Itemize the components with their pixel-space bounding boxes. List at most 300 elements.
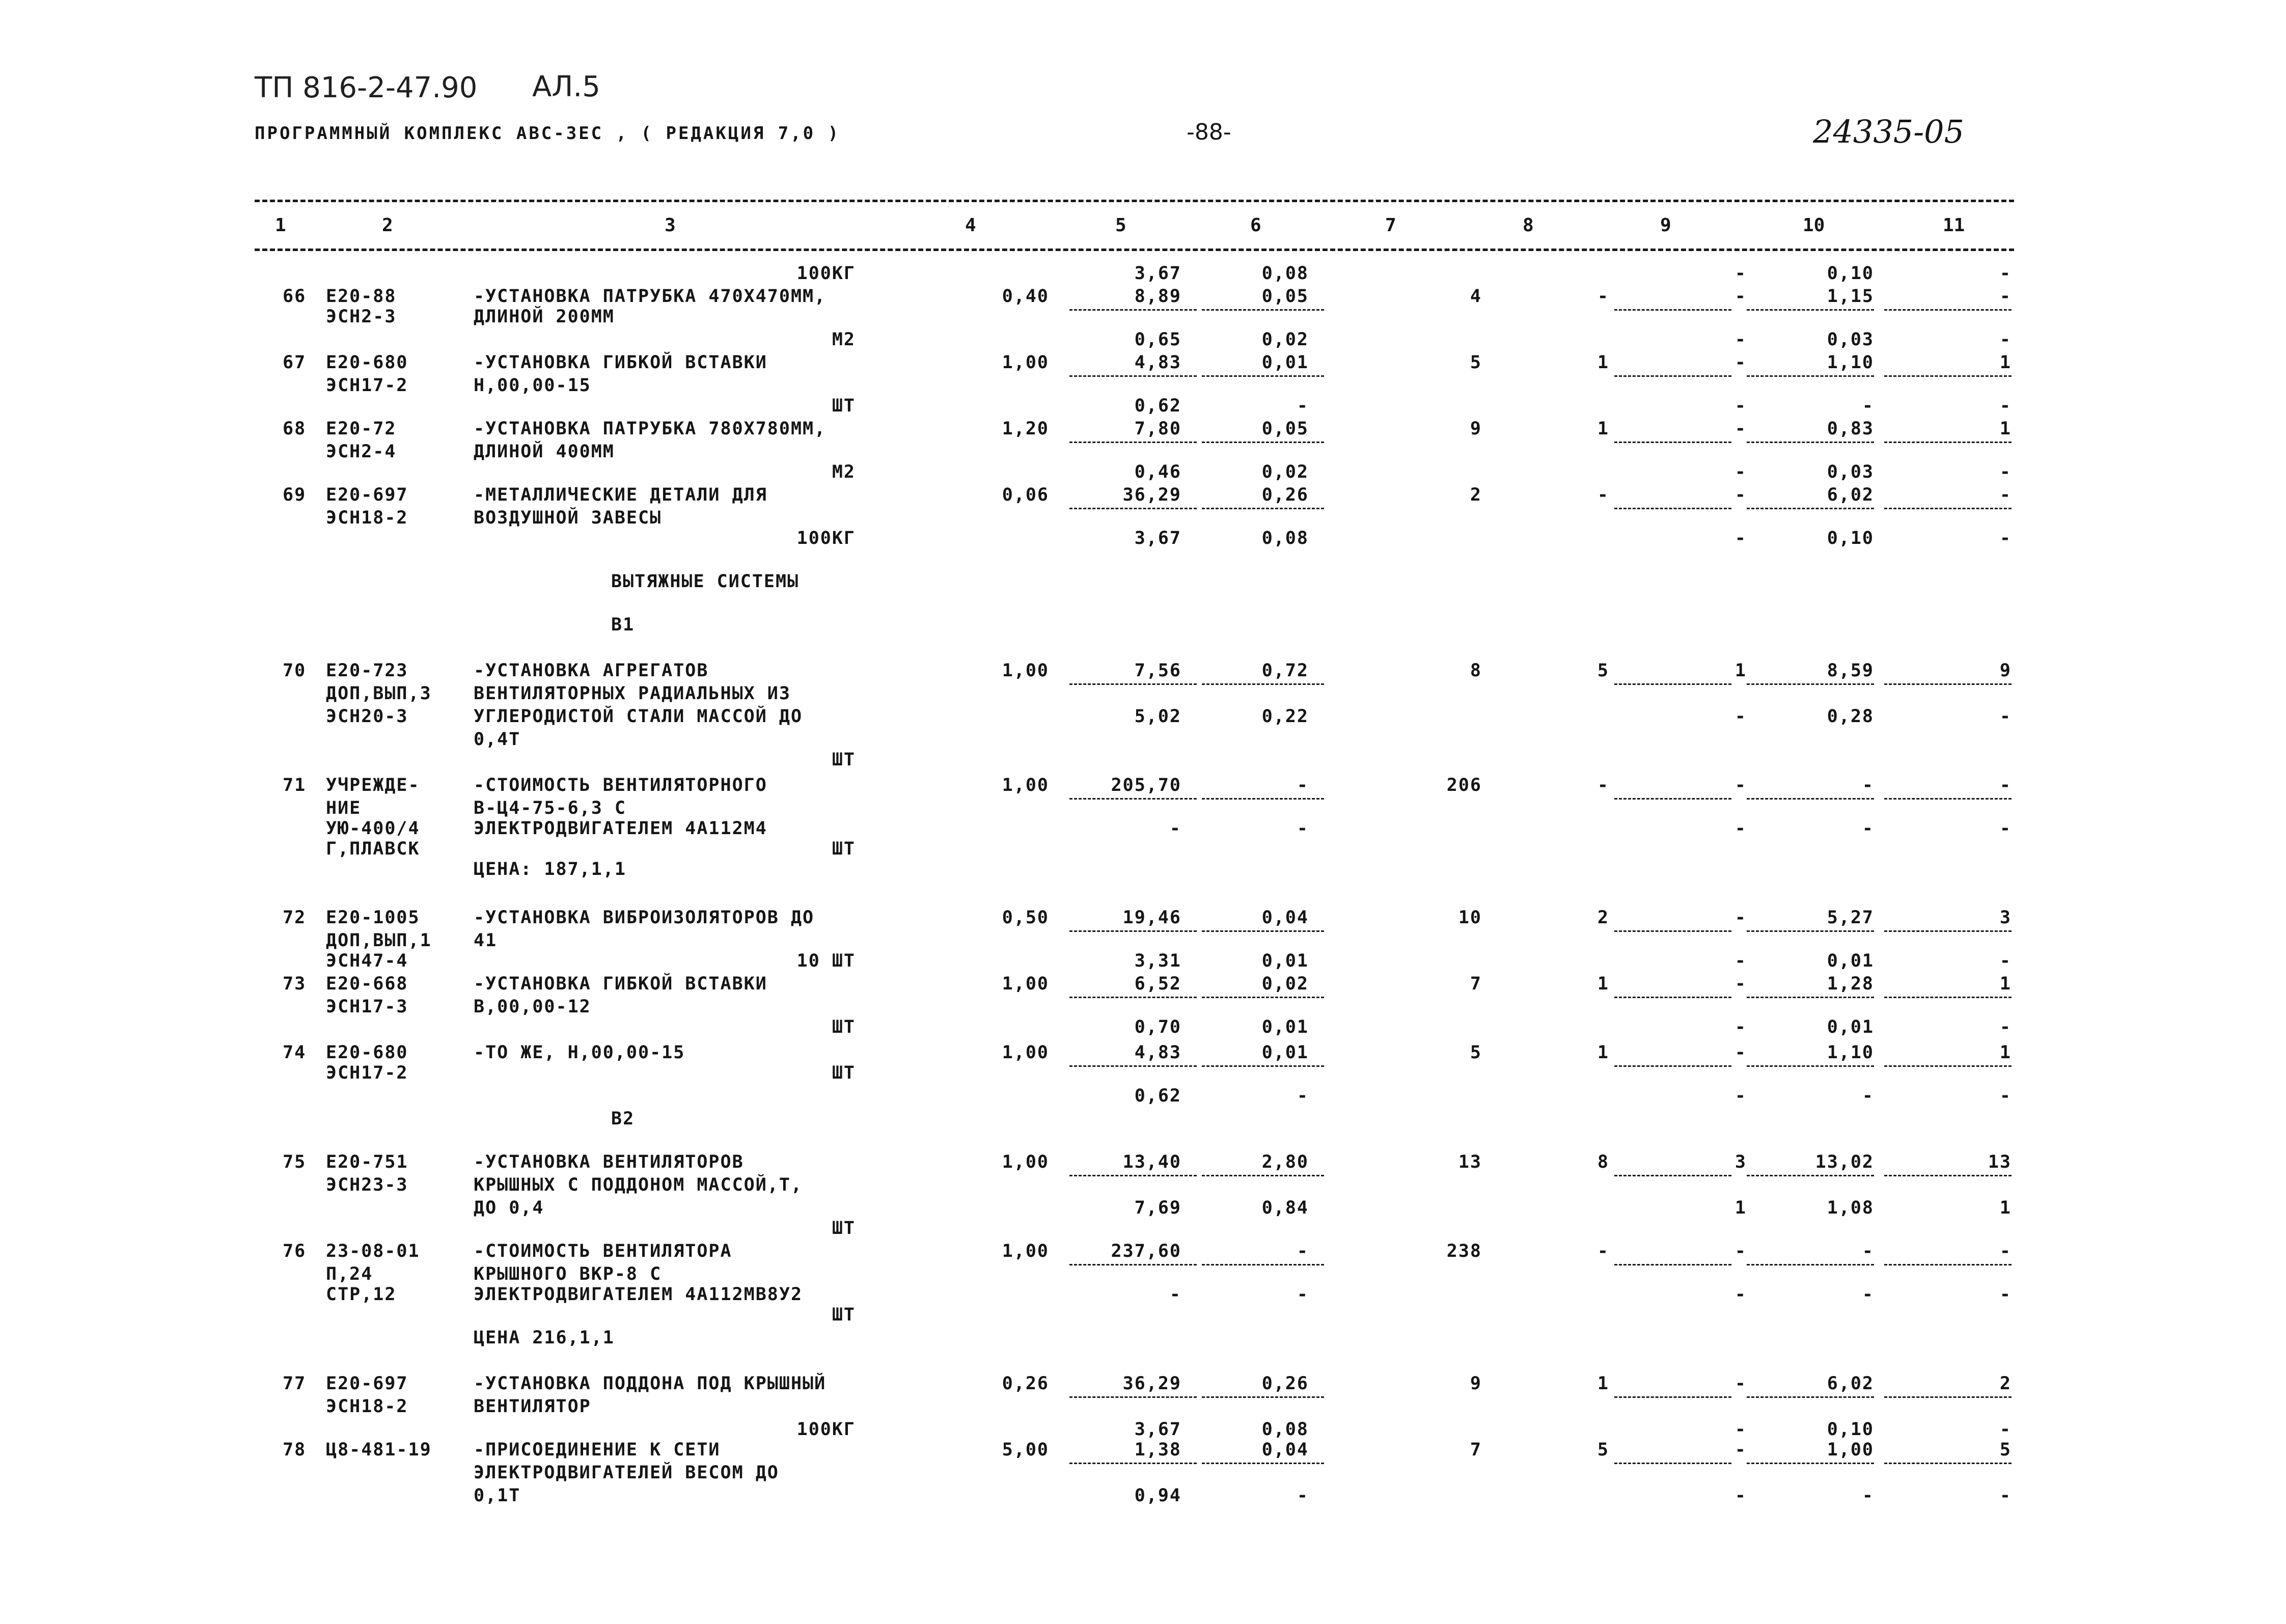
cell-code: ЭСН2-4	[326, 442, 397, 462]
subtotal-separator	[1747, 997, 1874, 998]
cell-code: ЭСН20-3	[326, 706, 408, 727]
cell-c10: 0,10	[1827, 1419, 1874, 1440]
subtotal-separator	[1202, 442, 1324, 443]
subtotal-separator	[1069, 375, 1197, 377]
cell-c9: -	[1734, 907, 1747, 928]
cell-c10: 0,10	[1827, 528, 1874, 548]
cell-c6: 0,04	[1261, 907, 1309, 928]
cell-c5: 0,62	[1134, 396, 1181, 416]
subtotal-separator	[1884, 1396, 2012, 1398]
cell-c9: -	[1734, 419, 1747, 439]
cell-unit: М2	[832, 462, 856, 482]
cell-c5: 3,67	[1134, 528, 1181, 548]
cell-desc: -УСТАНОВКА ГИБКОЙ ВСТАВКИ	[474, 974, 767, 994]
cell-c9: -	[1734, 462, 1747, 482]
cell-c10: 0,01	[1827, 951, 1874, 971]
cell-c5: 7,80	[1134, 419, 1181, 439]
cell-code: 23-08-01	[326, 1241, 420, 1261]
subtotal-separator	[1747, 1463, 1874, 1464]
cell-c7: 9	[1470, 419, 1482, 439]
column-header-8: 8	[1523, 215, 1534, 236]
cell-c8: 2	[1597, 907, 1609, 928]
cell-c5: 3,67	[1134, 263, 1181, 284]
cell-c6: -	[1297, 396, 1309, 416]
subtotal-separator	[1069, 1065, 1197, 1067]
subtotal-separator	[1884, 798, 2012, 800]
cell-c5: 237,60	[1111, 1241, 1181, 1261]
cell-qty: 0,50	[1002, 907, 1049, 928]
cell-c9: -	[1734, 974, 1747, 994]
cell-c11: 2	[1999, 1373, 2012, 1394]
cell-c6: -	[1297, 1485, 1309, 1506]
cell-c10: 1,10	[1827, 1042, 1874, 1063]
cell-c9: -	[1734, 1485, 1747, 1506]
cell-desc: ВОЗДУШНОЙ ЗАВЕСЫ	[474, 508, 662, 528]
cell-c8: -	[1597, 775, 1609, 795]
column-header-7: 7	[1385, 215, 1396, 236]
subtotal-separator	[1884, 309, 2012, 311]
cell-c10: 8,59	[1827, 660, 1874, 681]
cell-c8: 5	[1597, 660, 1609, 681]
cell-c10: -	[1862, 775, 1874, 795]
subtotal-separator	[1884, 375, 2012, 377]
document-number: 24335-05	[1813, 113, 1965, 150]
cell-c9: -	[1734, 1440, 1747, 1460]
cell-c11: -	[1999, 1017, 2012, 1037]
column-header-9: 9	[1660, 215, 1671, 236]
cell-code: НИЕ	[326, 798, 362, 818]
cell-desc: ЦЕНА: 187,1,1	[474, 859, 626, 879]
subtotal-separator	[1747, 930, 1874, 932]
cell-c9: -	[1734, 1086, 1747, 1106]
cell-c11: -	[1999, 263, 2012, 284]
cell-c6: 0,72	[1261, 660, 1309, 681]
cell-num: 73	[283, 974, 307, 994]
cell-desc: ЦЕНА 216,1,1	[474, 1328, 615, 1348]
cell-code: ЭСН17-3	[326, 997, 408, 1017]
cell-c5: 1,38	[1134, 1440, 1181, 1460]
subtotal-separator	[1069, 309, 1197, 311]
cell-num: 68	[283, 419, 307, 439]
cell-c10: 1,00	[1827, 1440, 1874, 1460]
subtotal-separator	[1069, 1175, 1197, 1176]
subtotal-separator	[1747, 375, 1874, 377]
cell-c10: 13,02	[1815, 1152, 1874, 1172]
cell-c6: -	[1297, 818, 1309, 839]
cell-code: ЭСН2-3	[326, 307, 397, 327]
cell-desc: 41	[474, 930, 498, 951]
cell-c9: -	[1734, 1419, 1747, 1440]
cell-c8: 5	[1597, 1440, 1609, 1460]
cell-c6: -	[1297, 1284, 1309, 1305]
cell-c11: -	[1999, 1485, 2012, 1506]
header-bottom-rule	[255, 249, 2014, 251]
cell-num: 76	[283, 1241, 307, 1261]
cell-c11: -	[1999, 528, 2012, 548]
cell-c7: 7	[1470, 974, 1482, 994]
cell-code: Е20-668	[326, 974, 408, 994]
cell-c10: 0,83	[1827, 419, 1874, 439]
cell-c11: -	[1999, 818, 2012, 839]
cell-unit: 100КГ	[796, 1419, 856, 1440]
subtotal-separator	[1884, 1264, 2012, 1265]
cell-c5: 7,56	[1134, 660, 1181, 681]
section-title: ВЫТЯЖНЫЕ СИСТЕМЫ	[611, 571, 800, 592]
cell-c8: 1	[1597, 352, 1609, 373]
cell-c7: 10	[1458, 907, 1482, 928]
cell-code: УЧРЕЖДЕ-	[326, 775, 420, 795]
cell-qty: 1,00	[1002, 352, 1049, 373]
cell-code: Г,ПЛАВСК	[326, 839, 420, 859]
cell-qty: 0,40	[1002, 286, 1049, 307]
cell-c6: 0,04	[1261, 1440, 1309, 1460]
cell-code: ЭСН23-3	[326, 1175, 408, 1195]
cell-c6: 0,01	[1261, 1042, 1309, 1063]
cell-c5: 205,70	[1111, 775, 1181, 795]
cell-c8: -	[1597, 485, 1609, 505]
cell-c11: -	[1999, 706, 2012, 727]
cell-c11: 1	[1999, 352, 2012, 373]
cell-c6: 0,01	[1261, 1017, 1309, 1037]
cell-desc: -УСТАНОВКА ПОДДОНА ПОД КРЫШНЫЙ	[474, 1373, 827, 1394]
cell-c7: 8	[1470, 660, 1482, 681]
table-top-rule	[255, 200, 2014, 202]
cell-desc: 0,1Т	[474, 1485, 521, 1506]
cell-num: 75	[283, 1152, 307, 1172]
cell-c8: 8	[1597, 1152, 1609, 1172]
cell-desc: ДО 0,4	[474, 1198, 544, 1218]
cell-unit: ШТ	[832, 396, 856, 416]
subtotal-separator	[1747, 309, 1874, 311]
cell-code: Ц8-481-19	[326, 1440, 432, 1460]
cell-c10: 0,28	[1827, 706, 1874, 727]
cell-code: Е20-88	[326, 286, 397, 307]
column-header-5: 5	[1115, 215, 1126, 236]
subtotal-separator	[1069, 508, 1197, 509]
cell-c8: 1	[1597, 1373, 1609, 1394]
subtotal-separator	[1884, 1175, 2012, 1176]
cell-c5: 4,83	[1134, 1042, 1181, 1063]
subtotal-separator	[1884, 442, 2012, 443]
subtotal-separator	[1884, 930, 2012, 932]
cell-code: П,24	[326, 1264, 373, 1284]
cell-c5: 36,29	[1122, 1373, 1181, 1394]
cell-unit: ШТ	[832, 1017, 856, 1037]
subtotal-separator	[1614, 442, 1731, 443]
cell-c6: 0,84	[1261, 1198, 1309, 1218]
subtotal-separator	[1884, 1463, 2012, 1464]
subtotal-separator	[1202, 1396, 1324, 1398]
cell-c10: 1,10	[1827, 352, 1874, 373]
subtotal-separator	[1614, 1396, 1731, 1398]
cell-unit: 100КГ	[796, 263, 856, 284]
subtotal-separator	[1202, 1264, 1324, 1265]
cell-c8: 1	[1597, 974, 1609, 994]
cell-code: Е20-697	[326, 1373, 408, 1394]
subtotal-separator	[1747, 1065, 1874, 1067]
cell-code: ЭСН17-2	[326, 1063, 408, 1083]
subtotal-separator	[1202, 930, 1324, 932]
subtotal-separator	[1884, 508, 2012, 509]
cell-c11: -	[1999, 1086, 2012, 1106]
cell-c9: -	[1734, 485, 1747, 505]
cell-desc: УГЛЕРОДИСТОЙ СТАЛИ МАССОЙ ДО	[474, 706, 803, 727]
cell-c6: 0,08	[1261, 1419, 1309, 1440]
cell-c10: -	[1862, 1485, 1874, 1506]
subtotal-separator	[1069, 997, 1197, 998]
cell-c5: 0,94	[1134, 1485, 1181, 1506]
cell-desc: -УСТАНОВКА ГИБКОЙ ВСТАВКИ	[474, 352, 767, 373]
cell-c7: 5	[1470, 1042, 1482, 1063]
cell-code: Е20-723	[326, 660, 408, 681]
album-label: АЛ.5	[532, 70, 600, 103]
subtotal-separator	[1747, 508, 1874, 509]
cell-desc: -УСТАНОВКА ВЕНТИЛЯТОРОВ	[474, 1152, 744, 1172]
cell-desc: -УСТАНОВКА ПАТРУБКА 470Х470ММ,	[474, 286, 827, 307]
cell-c5: 4,83	[1134, 352, 1181, 373]
cell-c6: 0,01	[1261, 951, 1309, 971]
cell-desc: 0,4Т	[474, 729, 521, 750]
cell-c10: 0,01	[1827, 1017, 1874, 1037]
subtotal-separator	[1069, 1396, 1197, 1398]
cell-qty: 0,06	[1002, 485, 1049, 505]
cell-c10: -	[1862, 1284, 1874, 1305]
cell-c6: 0,05	[1261, 286, 1309, 307]
cell-c7: 13	[1458, 1152, 1482, 1172]
cell-c10: -	[1862, 818, 1874, 839]
cell-code: Е20-680	[326, 1042, 408, 1063]
subtotal-separator	[1202, 1175, 1324, 1176]
subtotal-separator	[1884, 1065, 2012, 1067]
cell-c10: 1,15	[1827, 286, 1874, 307]
cell-code: ЭСН47-4	[326, 951, 408, 971]
cell-c7: 9	[1470, 1373, 1482, 1394]
cell-c9: 1	[1734, 660, 1747, 681]
subtotal-separator	[1069, 442, 1197, 443]
cell-c7: 206	[1446, 775, 1482, 795]
column-header-4: 4	[965, 215, 976, 236]
cell-c8: 1	[1597, 1042, 1609, 1063]
cell-c11: 9	[1999, 660, 2012, 681]
cell-num: 70	[283, 660, 307, 681]
subtotal-separator	[1202, 798, 1324, 800]
cell-unit: ШТ	[832, 1063, 856, 1083]
cell-c7: 4	[1470, 286, 1482, 307]
cell-code: СТР,12	[326, 1284, 397, 1305]
cell-code: Е20-72	[326, 419, 397, 439]
cell-unit: 100КГ	[796, 528, 856, 548]
cell-c9: -	[1734, 818, 1747, 839]
cell-desc: ВЕНТИЛЯТОР	[474, 1396, 591, 1417]
cell-c8: 1	[1597, 419, 1609, 439]
cell-c10: -	[1862, 1086, 1874, 1106]
cell-desc: Н,00,00-15	[474, 375, 591, 396]
cell-c11: 1	[1999, 419, 2012, 439]
cell-desc: -ПРИСОЕДИНЕНИЕ К СЕТИ	[474, 1440, 721, 1460]
subtotal-separator	[1069, 930, 1197, 932]
cell-c5: 8,89	[1134, 286, 1181, 307]
section-label-v2: В2	[611, 1109, 635, 1129]
cell-c5: 0,62	[1134, 1086, 1181, 1106]
cell-c6: 0,26	[1261, 1373, 1309, 1394]
column-header-1: 1	[275, 215, 286, 236]
cell-c10: 1,08	[1827, 1198, 1874, 1218]
cell-code: Е20-1005	[326, 907, 420, 928]
cell-c5: 36,29	[1122, 485, 1181, 505]
subtotal-separator	[1614, 1463, 1731, 1464]
cell-c9: -	[1734, 775, 1747, 795]
subtotal-separator	[1747, 1264, 1874, 1265]
cell-desc: ВЕНТИЛЯТОРНЫХ РАДИАЛЬНЫХ ИЗ	[474, 683, 791, 704]
cell-unit: ШТ	[832, 1218, 856, 1238]
subtotal-separator	[1884, 683, 2012, 685]
cell-c9: -	[1734, 528, 1747, 548]
cell-c11: -	[1999, 1241, 2012, 1261]
cell-c6: 0,26	[1261, 485, 1309, 505]
subtotal-separator	[1747, 798, 1874, 800]
subtotal-separator	[1069, 1264, 1197, 1265]
cell-c8: -	[1597, 286, 1609, 307]
cell-c10: 6,02	[1827, 485, 1874, 505]
cell-c11: -	[1999, 951, 2012, 971]
cell-c6: 0,01	[1261, 352, 1309, 373]
cell-c9: -	[1734, 286, 1747, 307]
cell-desc: КРЫШНЫХ С ПОДДОНОМ МАССОЙ,Т,	[474, 1175, 803, 1195]
cell-c11: 1	[1999, 1042, 2012, 1063]
cell-code: ЭСН18-2	[326, 1396, 408, 1417]
cell-c10: 0,03	[1827, 462, 1874, 482]
cell-desc: -СТОИМОСТЬ ВЕНТИЛЯТОРНОГО	[474, 775, 767, 795]
cell-code: ДОП,ВЫП,3	[326, 683, 432, 704]
cell-unit: ШТ	[832, 1305, 856, 1325]
cell-unit: 10 ШТ	[796, 951, 856, 971]
cell-c6: 0,22	[1261, 706, 1309, 727]
cell-c9: 3	[1734, 1152, 1747, 1172]
cell-num: 78	[283, 1440, 307, 1460]
cell-c6: 2,80	[1261, 1152, 1309, 1172]
cell-desc: В,00,00-12	[474, 997, 591, 1017]
subtotal-separator	[1614, 508, 1731, 509]
cell-c5: 0,70	[1134, 1017, 1181, 1037]
subtotal-separator	[1614, 1264, 1731, 1265]
doc-code: ТП 816-2-47.90	[255, 71, 478, 104]
page-number: -88-	[1187, 119, 1231, 145]
cell-qty: 1,00	[1002, 660, 1049, 681]
cell-num: 77	[283, 1373, 307, 1394]
subtotal-separator	[1614, 309, 1731, 311]
subtotal-separator	[1614, 1175, 1731, 1176]
column-header-6: 6	[1250, 215, 1261, 236]
cell-c9: -	[1734, 1241, 1747, 1261]
cell-c6: 0,02	[1261, 329, 1309, 350]
cell-c10: 0,10	[1827, 263, 1874, 284]
cell-qty: 1,20	[1002, 419, 1049, 439]
cell-c10: 1,28	[1827, 974, 1874, 994]
subtotal-separator	[1747, 1396, 1874, 1398]
subtotal-separator	[1614, 683, 1731, 685]
cell-c6: -	[1297, 1241, 1309, 1261]
cell-desc: -МЕТАЛЛИЧЕСКИЕ ДЕТАЛИ ДЛЯ	[474, 485, 767, 505]
cell-c9: -	[1734, 329, 1747, 350]
cell-desc: ЭЛЕКТРОДВИГАТЕЛЕМ 4А112М4	[474, 818, 767, 839]
cell-code: ЭСН17-2	[326, 375, 408, 396]
cell-c11: -	[1999, 1419, 2012, 1440]
cell-c9: -	[1734, 706, 1747, 727]
cell-c11: -	[1999, 462, 2012, 482]
cell-c7: 238	[1446, 1241, 1482, 1261]
cell-c7: 5	[1470, 352, 1482, 373]
column-header-3: 3	[665, 215, 676, 236]
cell-desc: ЭЛЕКТРОДВИГАТЕЛЕМ 4А112МВ8У2	[474, 1284, 803, 1305]
subtotal-separator	[1202, 508, 1324, 509]
subtotal-separator	[1614, 997, 1731, 998]
cell-c5: 5,02	[1134, 706, 1181, 727]
cell-desc: -СТОИМОСТЬ ВЕНТИЛЯТОРА	[474, 1241, 732, 1261]
cell-c9: -	[1734, 1042, 1747, 1063]
cell-c6: -	[1297, 775, 1309, 795]
cell-c5: 13,40	[1122, 1152, 1181, 1172]
cell-c9: -	[1734, 1373, 1747, 1394]
cell-desc: -УСТАНОВКА АГРЕГАТОВ	[474, 660, 709, 681]
subtotal-separator	[1202, 1463, 1324, 1464]
cell-c11: 13	[1988, 1152, 2012, 1172]
cell-c5: 19,46	[1122, 907, 1181, 928]
section-label-v1: В1	[611, 615, 635, 635]
subtotal-separator	[1614, 375, 1731, 377]
cell-c8: -	[1597, 1241, 1609, 1261]
cell-num: 71	[283, 775, 307, 795]
subtotal-separator	[1202, 683, 1324, 685]
subtotal-separator	[1747, 683, 1874, 685]
cell-num: 67	[283, 352, 307, 373]
column-header-10: 10	[1803, 215, 1825, 236]
cell-c9: -	[1734, 263, 1747, 284]
cell-c11: -	[1999, 1284, 2012, 1305]
cell-c9: 1	[1734, 1198, 1747, 1218]
cell-qty: 0,26	[1002, 1373, 1049, 1394]
cell-c5: 3,67	[1134, 1419, 1181, 1440]
cell-code: Е20-697	[326, 485, 408, 505]
cell-c11: -	[1999, 329, 2012, 350]
subtotal-separator	[1884, 997, 2012, 998]
cell-c6: 0,05	[1261, 419, 1309, 439]
cell-qty: 1,00	[1002, 974, 1049, 994]
cell-c9: -	[1734, 352, 1747, 373]
cell-code: УЮ-400/4	[326, 818, 420, 839]
cell-desc: -УСТАНОВКА ПАТРУБКА 780Х780ММ,	[474, 419, 827, 439]
cell-code: Е20-680	[326, 352, 408, 373]
cell-num: 72	[283, 907, 307, 928]
subtotal-separator	[1747, 442, 1874, 443]
cell-c6: -	[1297, 1086, 1309, 1106]
cell-c11: 3	[1999, 907, 2012, 928]
subtotal-separator	[1614, 1065, 1731, 1067]
cell-c11: -	[1999, 485, 2012, 505]
subtotal-separator	[1069, 1463, 1197, 1464]
cell-c5: 0,46	[1134, 462, 1181, 482]
cell-num: 66	[283, 286, 307, 307]
column-header-11: 11	[1943, 215, 1965, 236]
cell-desc: -ТО ЖЕ, Н,00,00-15	[474, 1042, 685, 1063]
cell-c6: 0,08	[1261, 528, 1309, 548]
cell-c7: 7	[1470, 1440, 1482, 1460]
cell-desc: ЭЛЕКТРОДВИГАТЕЛЕЙ ВЕСОМ ДО	[474, 1463, 779, 1483]
cell-c11: 1	[1999, 1198, 2012, 1218]
cell-qty: 1,00	[1002, 1042, 1049, 1063]
cell-c11: -	[1999, 396, 2012, 416]
cell-desc: ДЛИНОЙ 200ММ	[474, 307, 615, 327]
program-title: ПРОГРАММНЫЙ КОМПЛЕКС АВС-3ЕС , ( РЕДАКЦИЯ 7,0 )	[255, 123, 841, 144]
